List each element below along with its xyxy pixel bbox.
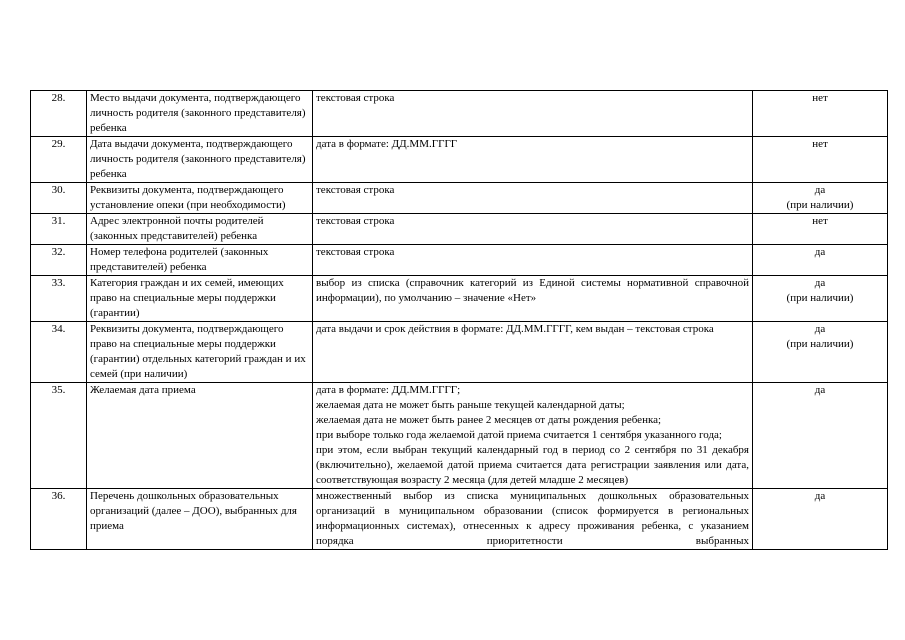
field-format (313, 245, 753, 276)
row-number: 31. (31, 214, 87, 245)
field-name: Перечень дошкольных образовательных организаций (далее – ДОО), выбранных для приема (87, 489, 313, 550)
field-name: Номер телефона родителей (законных представителей) ребенка (87, 245, 313, 276)
field-format (313, 91, 753, 137)
format-line: текстовая строка (316, 184, 395, 196)
format-line: текстовая строка (316, 246, 395, 258)
table-row (31, 489, 888, 550)
row-number: 34. (31, 322, 87, 383)
row-number: 30. (31, 183, 87, 214)
required-value: нет (812, 138, 828, 150)
field-required (753, 489, 888, 550)
field-required (753, 276, 888, 322)
required-value: да (814, 184, 826, 196)
row-number: 28. (31, 91, 87, 137)
field-name: Категория граждан и их семей, имеющих право на специальные меры поддержки (гарантии) (87, 276, 313, 322)
row-number: 29. (31, 137, 87, 183)
required-value: нет (812, 215, 828, 227)
field-format (313, 322, 753, 383)
field-required (753, 214, 888, 245)
row-number: 35. (31, 383, 87, 489)
table-row (31, 91, 888, 137)
required-value: да (814, 384, 826, 396)
required-value: да (814, 490, 826, 502)
format-line: дата в формате: ДД.ММ.ГГГГ; (316, 384, 461, 396)
row-number: 32. (31, 245, 87, 276)
table-row (31, 276, 888, 322)
field-required (753, 383, 888, 489)
format-line: при выборе только года желаемой датой приема считается 1 сентября указанного года; (316, 429, 722, 441)
format-line: множественный выбор из списка муниципальных дошкольных образовательных организаций в муниципальном образовании (список формируется в региональных информационных системах), отнесенных к адресу проживания ребенка, с указанием порядка приоритетности выбранных (316, 490, 749, 547)
format-line: желаемая дата не может быть ранее 2 месяцев от даты рождения ребенка; (316, 414, 662, 426)
field-name: Реквизиты документа, подтверждающего право на специальные меры поддержки (гарантии) отдельных категорий граждан и их семей (при наличии) (87, 322, 313, 383)
format-line: при этом, если выбран текущий календарный год в период со 2 сентября по 31 декабря (включительно), желаемой датой приема считается дата регистрации заявления или дата, соответствующая возрасту 2 месяца (для детей младше 2 месяцев) (316, 444, 749, 486)
format-line: дата в формате: ДД.ММ.ГГГГ (316, 138, 458, 150)
field-format (313, 214, 753, 245)
field-format (313, 137, 753, 183)
table-row (31, 383, 888, 489)
table-row (31, 183, 888, 214)
field-name: Место выдачи документа, подтверждающего личность родителя (законного представителя) ребенка (87, 91, 313, 137)
required-note: (при наличии) (786, 199, 854, 211)
required-value: нет (812, 92, 828, 104)
format-line: желаемая дата не может быть раньше текущей календарной даты; (316, 399, 625, 411)
table-row (31, 245, 888, 276)
field-format (313, 183, 753, 214)
format-line: дата выдачи и срок действия в формате: ДД.ММ.ГГГГ, кем выдан – текстовая строка (316, 323, 714, 335)
field-name: Дата выдачи документа, подтверждающего личность родителя (законного представителя) ребенка (87, 137, 313, 183)
required-note: (при наличии) (786, 338, 854, 350)
table-row (31, 322, 888, 383)
field-required (753, 245, 888, 276)
row-number: 33. (31, 276, 87, 322)
format-line: выбор из списка (справочник категорий из Единой системы нормативной справочной информации), по умолчанию – значение «Нет» (316, 277, 749, 304)
format-line: текстовая строка (316, 215, 395, 227)
table-row (31, 137, 888, 183)
format-line: текстовая строка (316, 92, 395, 104)
field-name: Реквизиты документа, подтверждающего установление опеки (при необходимости) (87, 183, 313, 214)
field-name: Адрес электронной почты родителей (законных представителей) ребенка (87, 214, 313, 245)
required-value: да (814, 277, 826, 289)
row-number: 36. (31, 489, 87, 550)
field-required (753, 137, 888, 183)
required-note: (при наличии) (786, 292, 854, 304)
table-row (31, 214, 888, 245)
required-value: да (814, 246, 826, 258)
field-format (313, 383, 753, 489)
requirements-table (30, 90, 888, 550)
field-required (753, 183, 888, 214)
field-required (753, 322, 888, 383)
field-format (313, 489, 753, 550)
field-name: Желаемая дата приема (87, 383, 313, 489)
field-format (313, 276, 753, 322)
field-required (753, 91, 888, 137)
required-value: да (814, 323, 826, 335)
